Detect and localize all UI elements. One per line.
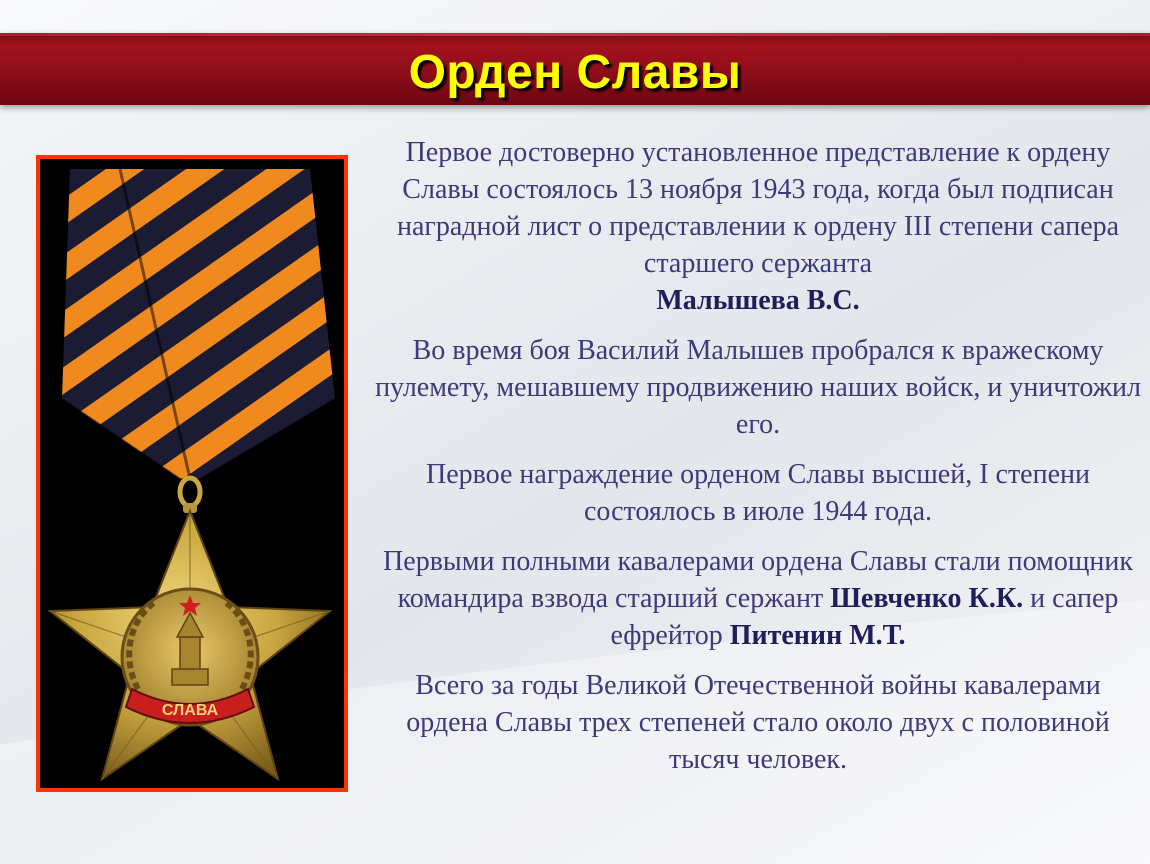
paragraph-first-award-text: Первое награждение орденом Славы высшей, I степени состоялось в июле 1944 года. bbox=[425, 459, 1090, 527]
paragraph-first-award bbox=[372, 456, 1144, 530]
paragraph-total-text: Всего за годы Великой Отечественной войны кавалерами ордена Славы трех степеней стало около двух с половиной тысяч человек. bbox=[406, 670, 1110, 775]
paragraph-first-nomination bbox=[372, 134, 1144, 319]
paragraph-battle-text: Во время боя Василий Малышев пробрался к вражескому пулемету, мешавшему продвижению наших войск, и уничтожил его. bbox=[375, 335, 1141, 440]
paragraph-full-cavaliers bbox=[372, 543, 1144, 654]
paragraph-full-cavaliers-text-middle: и сапер ефрейтор bbox=[610, 583, 1119, 651]
paragraph-total bbox=[372, 667, 1144, 778]
banner-text: СЛАВА bbox=[161, 702, 219, 719]
slide-title: Орден Славы bbox=[408, 46, 742, 99]
paragraph-first-nomination-text: Первое достоверно установленное представление к ордену Славы состоялось 13 ноября 1943 года, когда был подписан наградной лист о представлении к ордену III степени сапера старшего сержанта bbox=[396, 137, 1120, 279]
order-of-glory-image bbox=[40, 159, 344, 788]
content-text bbox=[372, 134, 1144, 791]
paragraph-full-cavaliers-text-before: Первыми полными кавалерами ордена Славы стали помощник командира взвода старший сержант bbox=[383, 546, 1133, 614]
name-shevchenko: Шевченко К.К. bbox=[830, 583, 1024, 614]
name-malyshev: Малышева В.С. bbox=[656, 285, 860, 316]
medal-image bbox=[36, 155, 348, 792]
paragraph-battle bbox=[372, 332, 1144, 443]
name-pitenin: Питенин М.Т. bbox=[729, 620, 906, 651]
